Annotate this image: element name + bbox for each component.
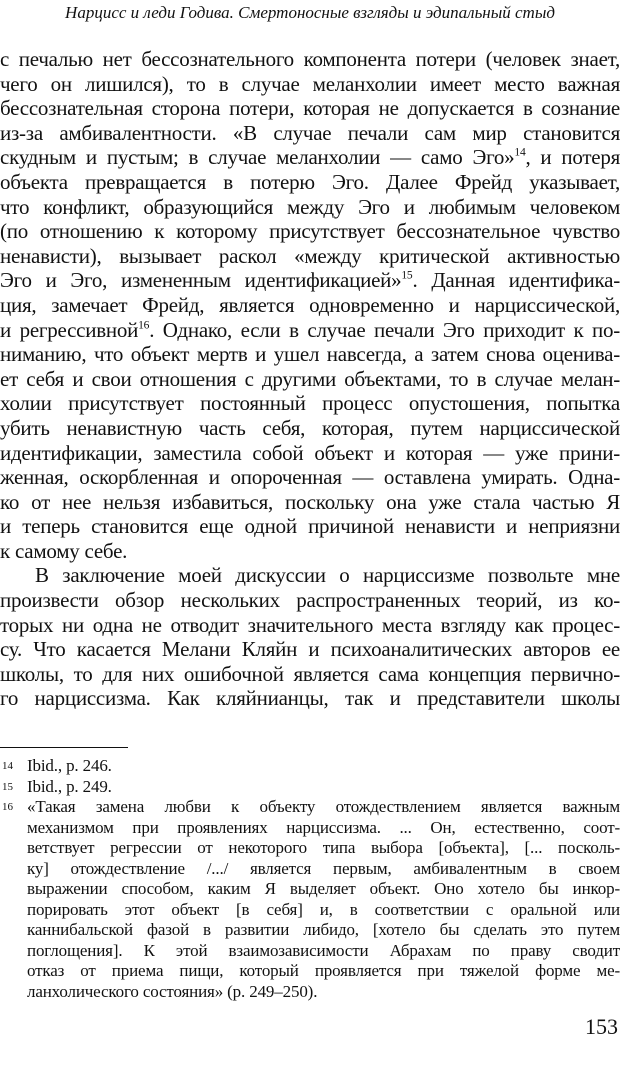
text-segment: В заключение моей дискуссии о нарциссизме позвольте мне: [35, 563, 620, 588]
text-segment: и регрессивной: [0, 317, 139, 342]
footnote-line: ку] отождествление /.../ является первым, амбивалентным в своем: [27, 858, 620, 878]
running-header: Нарцисс и леди Годива. Смертоносные взгляды и эдипальный стыд: [65, 3, 555, 22]
text-segment: ненависти), вызывает раскол «между критической активностью: [0, 243, 620, 268]
text-line: [0, 613, 620, 638]
footnote-text: [27, 797, 620, 1002]
text-line: [0, 539, 620, 564]
text-segment: объекта превращается в потерю Эго. Далее Фрейд указывает,: [0, 169, 620, 194]
footnote-ref[interactable]: 16: [138, 318, 150, 331]
text-line: [0, 588, 620, 613]
text-segment: чего он лишился), то в случае меланхолии имеет место важная: [0, 71, 620, 96]
footnote-line: порировать этот объект [в себя] и, в соответствии с оральной или: [27, 899, 620, 919]
text-segment: из-за амбивалентности. «В случае печали сам мир становится: [0, 120, 620, 145]
text-line: [0, 465, 620, 490]
body-text: [0, 47, 620, 711]
footnote-ref[interactable]: 14: [514, 146, 526, 159]
page-number: 153: [585, 1014, 618, 1040]
footnote: [0, 777, 620, 798]
footnote-line: отказ от приема пищи, который проявляется при тяжелой форме ме-: [27, 961, 620, 981]
footnote-line: Ibid., p. 249.: [27, 776, 112, 796]
text-segment: ция, замечает Фрейд, является одновременно и нарциссической,: [0, 292, 620, 317]
text-segment: (по отношению к которому присутствует бессознательное чувство: [0, 219, 620, 244]
footnote-line: механизмом при проявлениях нарциссизма. ... Он, естественно, соот-: [27, 817, 620, 837]
footnote-number: 16: [2, 801, 13, 814]
footnote-line: ветствует регрессии от некоторого типа выбора [объекта], [... посколь-: [27, 838, 620, 858]
text-segment: и теперь становится еще одной причиной ненависти и неприязни: [0, 514, 620, 539]
footnote-text: [27, 777, 620, 798]
footnote: [0, 797, 620, 1002]
text-segment: . Данная идентифика-: [412, 268, 620, 293]
footnote-line: каннибальской фазой в развитии либидо, [хотело бы сделать это путем: [27, 920, 620, 940]
text-line: [0, 637, 620, 662]
text-segment: холии присутствует постоянный процесс опустошения, попытка: [0, 391, 620, 416]
footnote-text: [27, 756, 620, 777]
text-segment: к самому себе.: [0, 538, 128, 563]
text-line: [0, 244, 620, 269]
text-line: [0, 195, 620, 220]
text-segment: , и потеря: [525, 145, 620, 170]
text-line: [0, 268, 620, 293]
text-line: [0, 514, 620, 539]
text-segment: убить ненавистную часть себя, которая, путем нарциссической: [0, 415, 620, 440]
text-line: [0, 342, 620, 367]
text-segment: бессознательная сторона потери, которая не допускается в сознание: [0, 96, 620, 121]
text-line: [0, 96, 620, 121]
text-segment: женная, оскорбленная и опороченная — оставлена умирать. Одна-: [0, 465, 620, 490]
text-line: [0, 47, 620, 72]
footnote-line: «Такая замена любви к объекту отождествлением является важным: [27, 797, 620, 817]
footnote-ref[interactable]: 15: [401, 269, 413, 282]
text-segment: ет себя и свои отношения с другими объектами, то в случае мелан-: [0, 366, 620, 391]
footnotes: [0, 756, 620, 1002]
text-segment: идентификации, заместила собой объект и которая — уже прини-: [0, 440, 620, 465]
footnote-divider: [0, 747, 128, 748]
text-line: [0, 318, 620, 343]
text-line: [0, 145, 620, 170]
text-segment: ко от нее нельзя избавиться, поскольку она уже стала частью Я: [0, 489, 620, 514]
text-line: [0, 219, 620, 244]
text-line: [0, 416, 620, 441]
text-segment: что конфликт, образующийся между Эго и любимым человеком: [0, 194, 620, 219]
footnote-number: 14: [2, 760, 13, 773]
text-line: [0, 293, 620, 318]
text-segment: су. Что касается Мелани Кляйн и психоаналитических авторов ее: [0, 637, 620, 662]
text-segment: Эго и Эго, измененным идентификацией»: [0, 268, 402, 293]
text-segment: ниманию, что объект мертв и ушел навсегда, а затем снова оценива-: [0, 342, 620, 367]
text-segment: торых ни одна не отводит значительного места взгляду как процес-: [0, 612, 620, 637]
text-segment: произвести обзор нескольких распространенных теорий, из ко-: [0, 588, 620, 613]
footnote-line: Ibid., p. 246.: [27, 756, 112, 776]
text-line: [0, 563, 620, 588]
footnote-number: 15: [2, 780, 13, 793]
text-line: [0, 391, 620, 416]
text-line: [0, 686, 620, 711]
text-line: [0, 441, 620, 466]
text-line: [0, 72, 620, 97]
text-line: [0, 367, 620, 392]
text-segment: скудным и пустым; в случае меланхолии — само Эго»: [0, 145, 515, 170]
text-line: [0, 662, 620, 687]
text-segment: . Однако, если в случае печали Эго приходит к по-: [149, 317, 620, 342]
footnote-line: поглощения]. К этой взаимозависимости Абрахам по праву сводит: [27, 940, 620, 960]
footnote-line: выражении способом, каким Я выделяет объект. Оно хотело бы инкор-: [27, 879, 620, 899]
text-segment: с печалью нет бессознательного компонента потери (человек знает,: [0, 47, 620, 71]
text-line: [0, 121, 620, 146]
text-segment: го нарциссизма. Как кляйнианцы, так и представители школы: [0, 686, 620, 711]
text-line: [0, 490, 620, 515]
text-line: [0, 170, 620, 195]
footnote: [0, 756, 620, 777]
text-segment: школы, то для них ошибочной является сама концепция первично-: [0, 661, 620, 686]
footnote-line: ланхолического состояния» (p. 249–250).: [27, 981, 318, 1001]
